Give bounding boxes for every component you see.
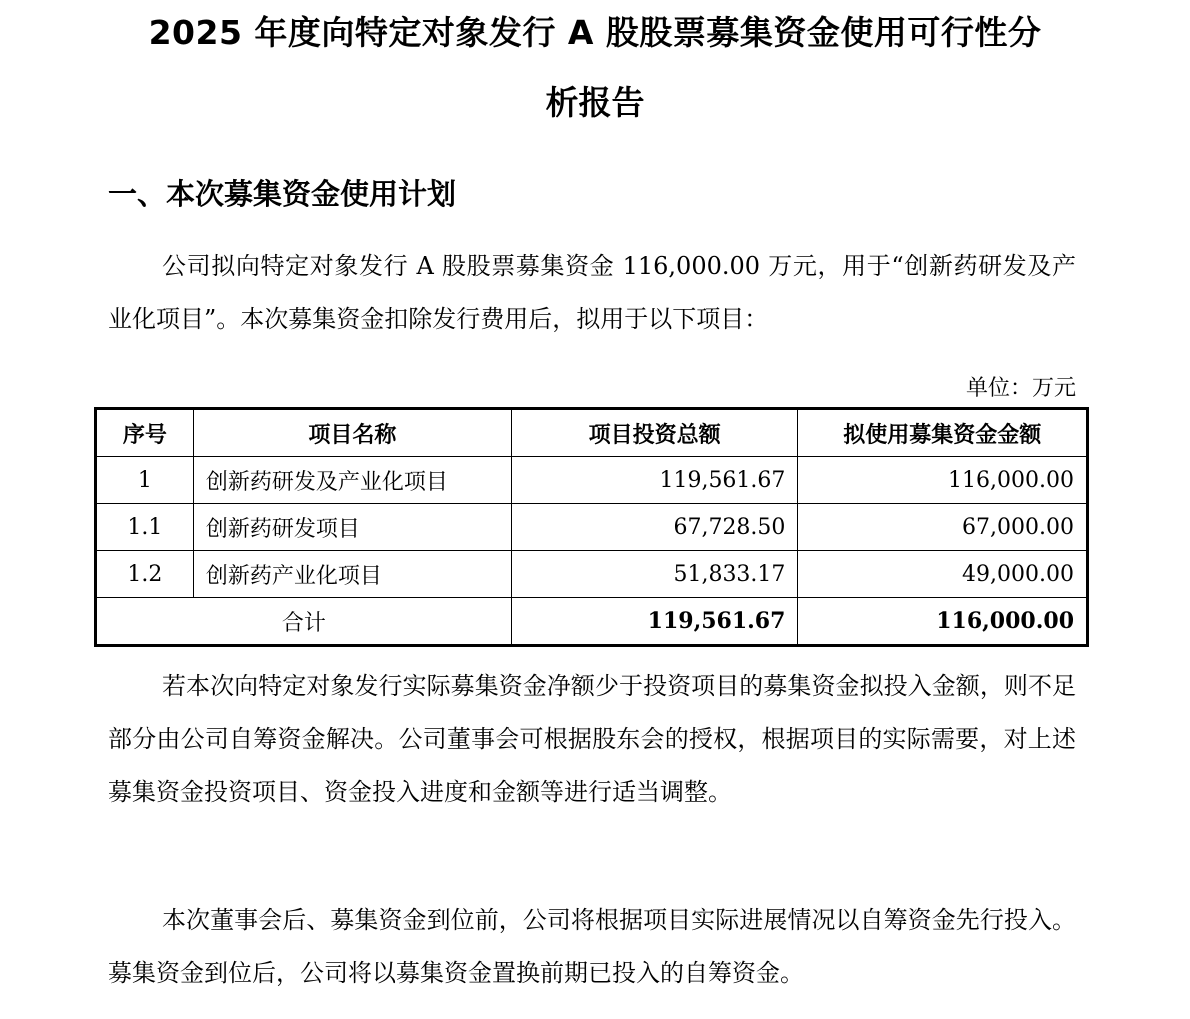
cell-total-investment: 51,833.17 (511, 551, 798, 598)
header-raised-funds-amount: 拟使用募集资金金额 (798, 409, 1088, 457)
paragraph-fund-raising-summary: 公司拟向特定对象发行 A 股股票募集资金 116,000.00 万元，用于“创新药研发及产业化项目”。本次募集资金扣除发行费用后，拟用于以下项目： (108, 252, 1076, 333)
table-row (96, 551, 1088, 598)
cell-total-investment: 67,728.50 (511, 504, 798, 551)
section-heading-fund-usage-plan: 一、本次募集资金使用计划 (108, 177, 457, 211)
cell-project-name: 创新药研发及产业化项目 (193, 457, 511, 504)
cell-serial-no: 1.1 (96, 504, 194, 551)
cell-total-investment-sum: 119,561.67 (511, 598, 798, 646)
paragraph-funding-shortfall: 若本次向特定对象发行实际募集资金净额少于投资项目的募集资金拟投入金额，则不足部分由公司自筹资金解决。公司董事会可根据股东会的授权，根据项目的实际需要，对上述募集资金投资项目、资金投入进度和金额等进行适当调整。 (108, 672, 1076, 806)
cell-project-name: 创新药研发项目 (193, 504, 511, 551)
cell-total-label: 合计 (96, 598, 512, 646)
table-unit-label: 单位：万元 (965, 376, 1076, 401)
cell-raised-funds-amount: 116,000.00 (798, 457, 1088, 504)
table-header-row (96, 409, 1088, 457)
document-title-line2: 析报告 (545, 83, 645, 122)
fund-usage-table (94, 407, 1089, 647)
cell-project-name: 创新药产业化项目 (193, 551, 511, 598)
document-title-line1: 2025 年度向特定对象发行 A 股股票募集资金使用可行性分 (148, 13, 1042, 52)
cell-raised-funds-sum: 116,000.00 (798, 598, 1088, 646)
cell-raised-funds-amount: 67,000.00 (798, 504, 1088, 551)
cell-serial-no: 1.2 (96, 551, 194, 598)
cell-serial-no: 1 (96, 457, 194, 504)
header-total-investment: 项目投资总额 (511, 409, 798, 457)
header-project-name: 项目名称 (193, 409, 511, 457)
table-total-row (96, 598, 1088, 646)
header-serial-no: 序号 (96, 409, 194, 457)
table-row (96, 504, 1088, 551)
table-row (96, 457, 1088, 504)
cell-total-investment: 119,561.67 (511, 457, 798, 504)
cell-raised-funds-amount: 49,000.00 (798, 551, 1088, 598)
paragraph-advance-investment: 本次董事会后、募集资金到位前，公司将根据项目实际进展情况以自筹资金先行投入。募集资金到位后，公司将以募集资金置换前期已投入的自筹资金。 (108, 906, 1076, 987)
